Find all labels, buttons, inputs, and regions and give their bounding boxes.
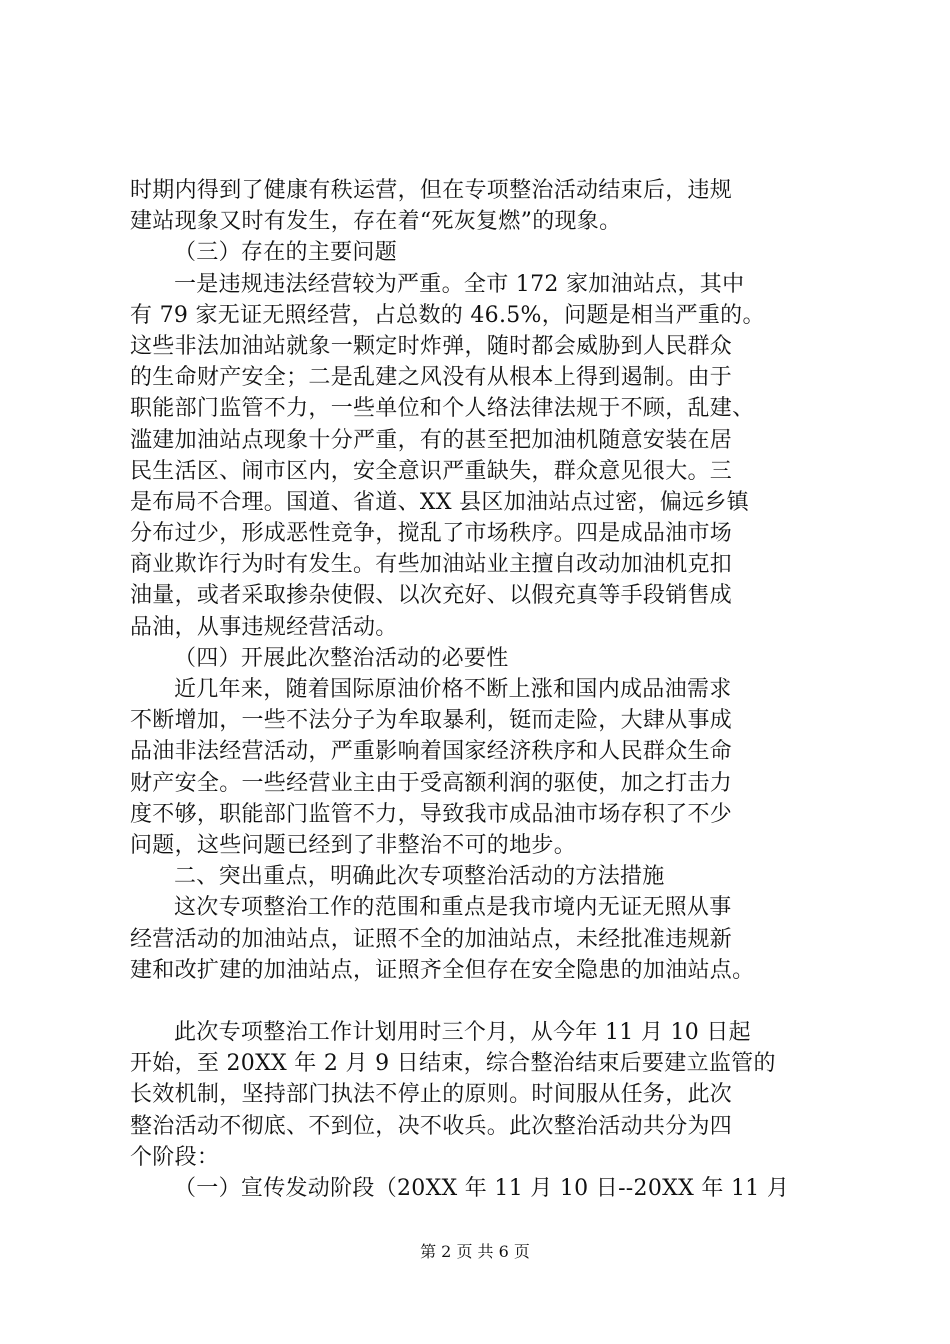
text-line: （四）开展此次整治活动的必要性 [174, 645, 509, 671]
text-line: 长效机制，坚持部门执法不停止的原则。时间服从任务，此次 [130, 1082, 733, 1108]
text-line: 是布局不合理。国道、省道、XX 县区加油站点过密，偏远乡镇 [130, 489, 750, 515]
text-line: 分布过少，形成恶性竞争，搅乱了市场秩序。四是成品油市场 [130, 521, 733, 547]
text-line: 建站现象又时有发生，存在着“死灰复燃”的现象。 [130, 209, 622, 235]
text-line: 整治活动不彻底、不到位，决不收兵。此次整治活动共分为四 [130, 1113, 733, 1139]
text-line: 此次专项整治工作计划用时三个月，从今年 11 月 10 日起 [174, 1020, 751, 1046]
text-line: 时期内得到了健康有秩运营，但在专项整治活动结束后，违规 [130, 178, 733, 203]
text-line: 一是违规违法经营较为严重。全市 172 家加油站点，其中 [174, 271, 745, 297]
blank-line [130, 986, 830, 1017]
text-line: 度不够，职能部门监管不力，导致我市成品油市场存积了不少 [130, 801, 733, 827]
text-line: 二、突出重点，明确此次专项整治活动的方法措施 [174, 864, 665, 890]
text-line: 这次专项整治工作的范围和重点是我市境内无证无照从事 [174, 895, 732, 921]
text-line: 滥建加油站点现象十分严重，有的甚至把加油机随意安装在居 [130, 427, 733, 453]
text-line: 这些非法加油站就象一颗定时炸弹，随时都会威胁到人民群众 [130, 333, 733, 359]
text-line: 民生活区、闹市区内，安全意识严重缺失，群众意见很大。三 [130, 458, 733, 484]
text-line: 职能部门监管不力，一些单位和个人络法律法规于不顾，乱建、 [130, 396, 755, 422]
text-line: 品油，从事违规经营活动。 [130, 614, 398, 640]
text-line: 开始，至 20XX 年 2 月 9 日结束，综合整治结束后要建立监管的 [130, 1051, 776, 1077]
text-line: 商业欺诈行为时有发生。有些加油站业主擅自改动加油机克扣 [130, 552, 733, 578]
text-line: 个阶段： [130, 1144, 220, 1170]
text-line: 建和改扩建的加油站点，证照齐全但存在安全隐患的加油站点。 [130, 957, 755, 983]
text-line: 的生命财产安全；二是乱建之风没有从根本上得到遏制。由于 [130, 365, 733, 391]
text-line: 近几年来，随着国际原油价格不断上涨和国内成品油需求 [174, 677, 732, 702]
text-line: （三）存在的主要问题 [174, 240, 398, 266]
text-line: 财产安全。一些经营业主由于受高额利润的驱使，加之打击力 [130, 770, 733, 796]
text-line: 不断增加，一些不法分子为牟取暴利，铤而走险，大肆从事成 [130, 708, 733, 734]
text-line: （一）宣传发动阶段（20XX 年 11 月 10 日--20XX 年 11 月 [174, 1176, 790, 1201]
text-line: 有 79 家无证无照经营，占总数的 46.5%，问题是相当严重的。 [130, 302, 765, 328]
document-body [130, 175, 830, 1204]
page-footer: 第 2 页 共 6 页 [420, 1242, 530, 1261]
text-line: 问题，这些问题已经到了非整治不可的地步。 [130, 832, 577, 858]
text-line: 品油非法经营活动，严重影响着国家经济秩序和人民群众生命 [130, 739, 733, 765]
text-line: 经营活动的加油站点，证照不全的加油站点，未经批准违规新 [130, 926, 733, 952]
text-line: 油量，或者采取掺杂使假、以次充好、以假充真等手段销售成 [130, 583, 733, 609]
